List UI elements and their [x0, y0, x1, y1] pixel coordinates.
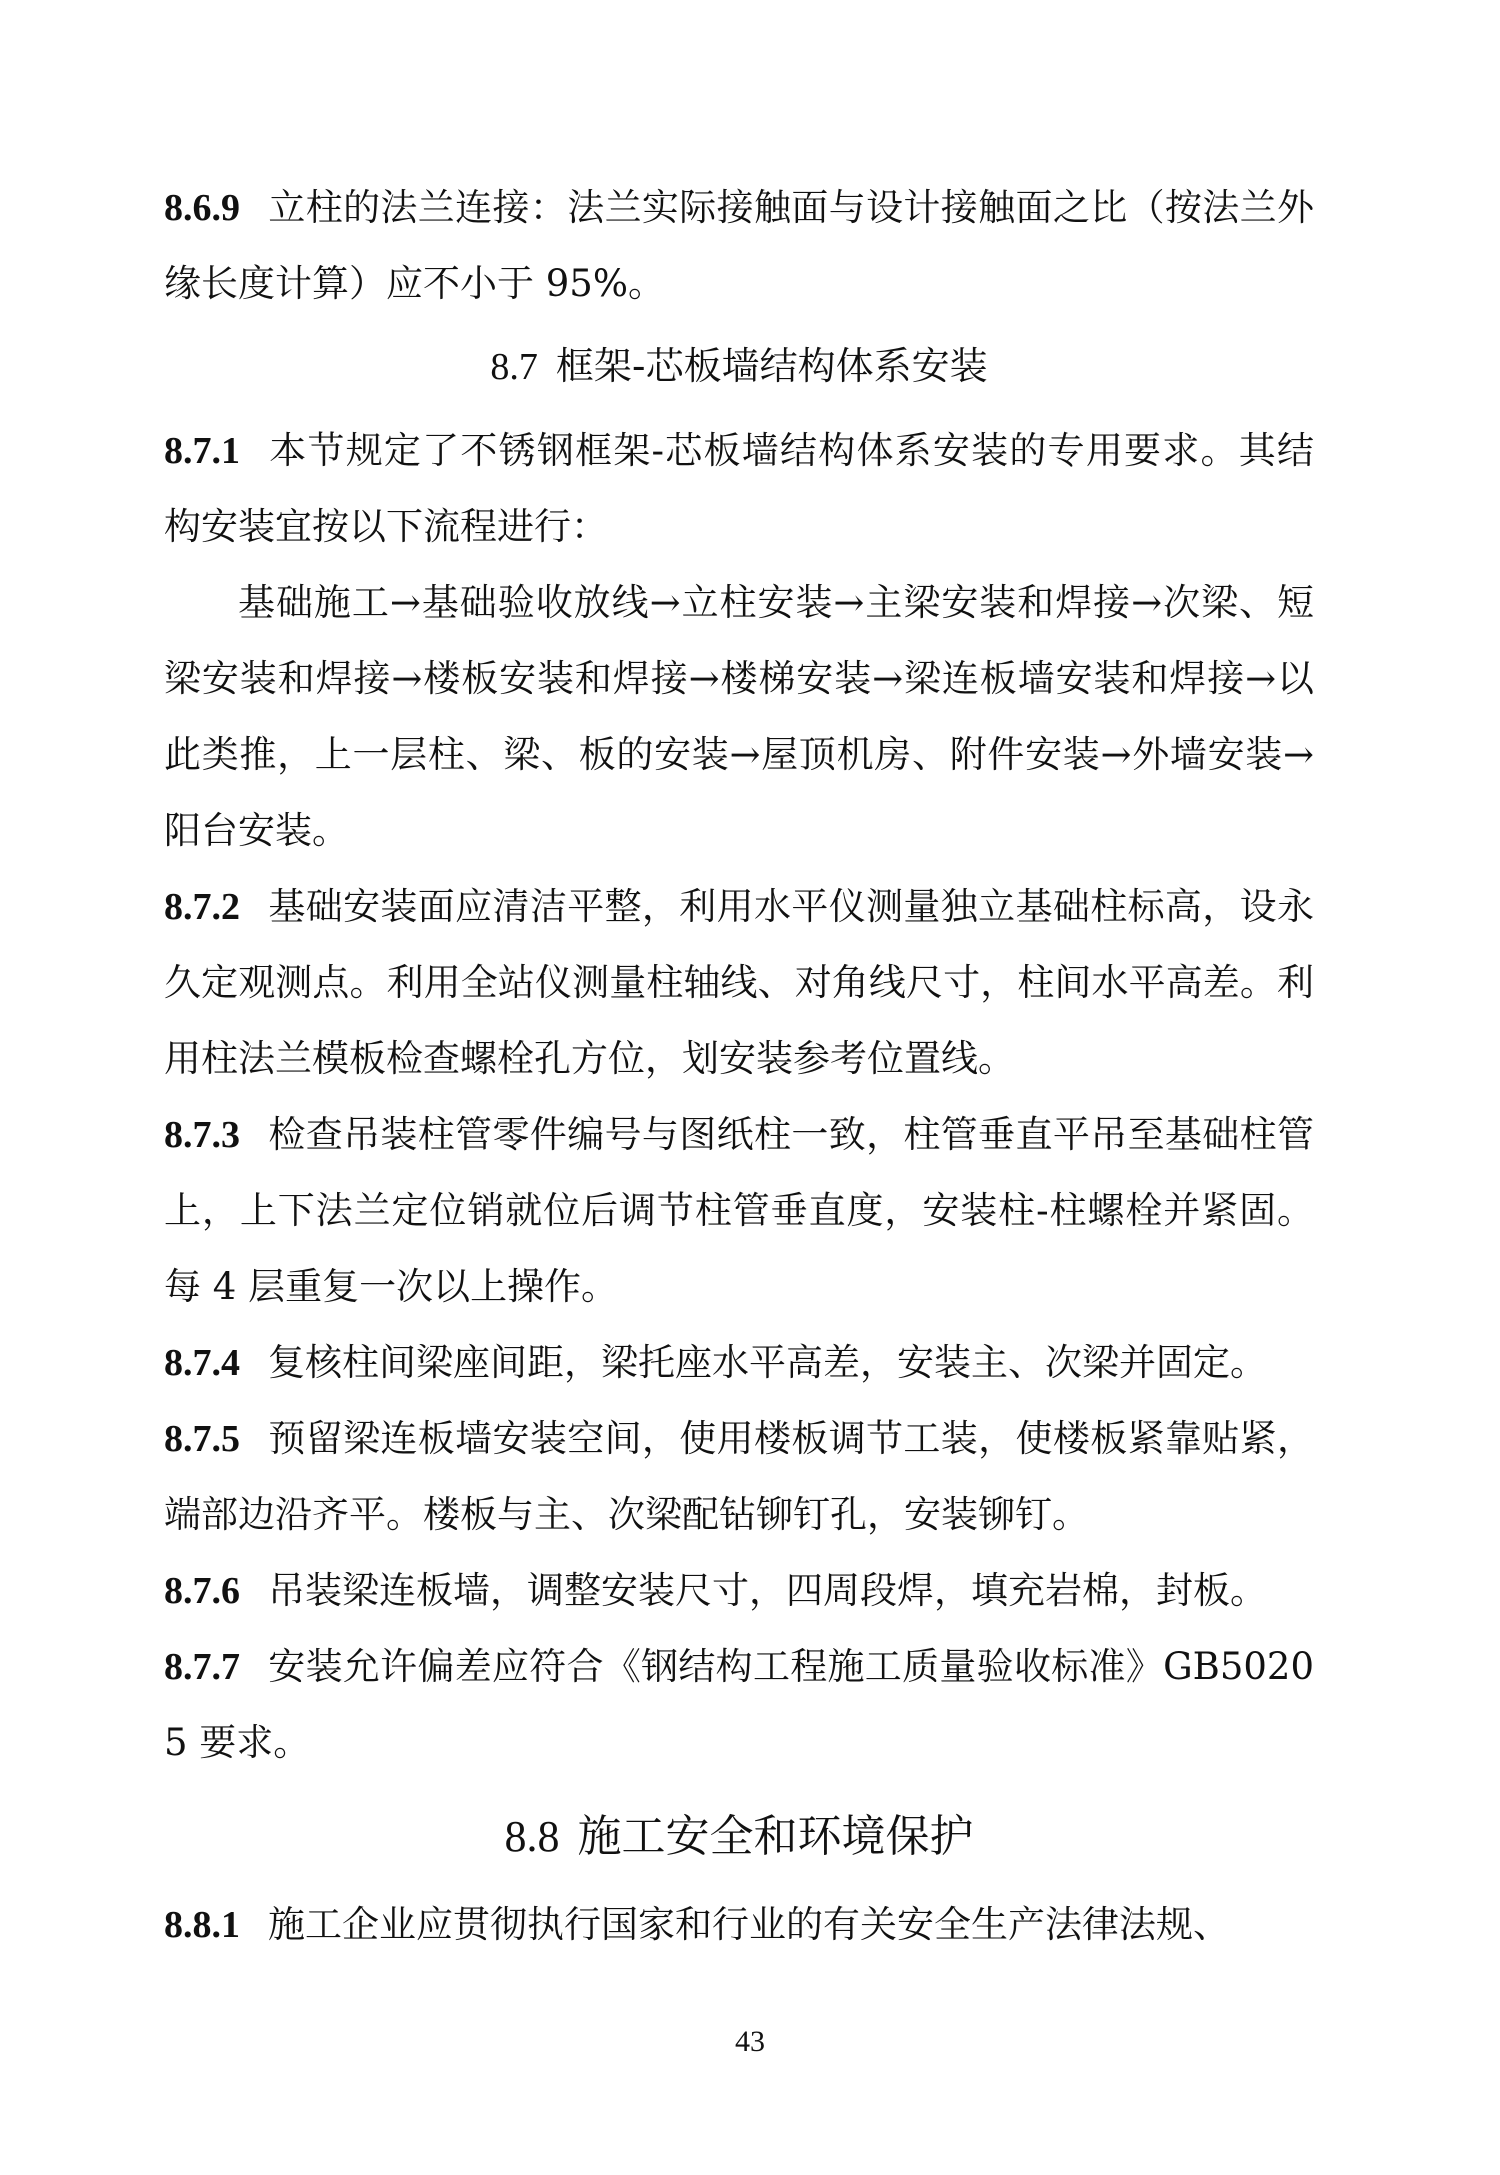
clause-8-7-7 [164, 1629, 1314, 1781]
clause-8-7-6 [164, 1553, 1314, 1629]
page-number: 43 [735, 2025, 765, 2058]
clause-text: 基础安装面应清洁平整，利用水平仪测量独立基础柱标高，设永久定观测点。利用全站仪测量柱轴线、对角线尺寸，柱间水平高差。利用柱法兰模板检查螺栓孔方位，划安装参考位置线。 [164, 885, 1314, 1080]
clause-8-7-1 [164, 413, 1314, 565]
clause-text: 检查吊装柱管零件编号与图纸柱一致，柱管垂直平吊至基础柱管上，上下法兰定位销就位后调节柱管垂直度，安装柱-柱螺栓并紧固。每 4 层重复一次以上操作。 [164, 1113, 1314, 1308]
section-heading-8-8 [164, 1795, 1314, 1879]
installation-flow: 基础施工→基础验收放线→立柱安装→主梁安装和焊接→次梁、短梁安装和焊接→楼板安装和焊接→楼梯安装→梁连板墙安装和焊接→以此类推，上一层柱、梁、板的安装→屋顶机房、附件安装→外墙安装→阳台安装。 [164, 581, 1314, 852]
section-heading-8-7 [164, 330, 1314, 403]
clause-text: 安装允许偏差应符合《钢结构工程施工质量验收标准》GB50205 要求。 [164, 1645, 1314, 1764]
clause-8-7-5 [164, 1401, 1314, 1553]
clause-8-7-4 [164, 1325, 1314, 1401]
clause-text: 预留梁连板墙安装空间，使用楼板调节工装，使楼板紧靠贴紧，端部边沿齐平。楼板与主、次梁配钻铆钉孔，安装铆钉。 [164, 1417, 1314, 1536]
section-title: 框架-芯板墙结构体系安装 [555, 344, 988, 388]
clause-number: 8.7.5 [164, 1418, 240, 1460]
section-number: 8.8 [504, 1812, 560, 1861]
clause-8-6-9 [164, 170, 1314, 322]
clause-text: 复核柱间梁座间距，梁托座水平高差，安装主、次梁并固定。 [268, 1341, 1267, 1384]
clause-number: 8.7.7 [164, 1646, 240, 1688]
clause-number: 8.8.1 [164, 1904, 240, 1946]
clause-number: 8.7.2 [164, 886, 240, 928]
clause-text: 立柱的法兰连接：法兰实际接触面与设计接触面之比（按法兰外缘长度计算）应不小于 95%。 [164, 186, 1314, 305]
clause-number: 8.6.9 [164, 187, 240, 229]
clause-text: 施工企业应贯彻执行国家和行业的有关安全生产法律法规、 [268, 1903, 1230, 1946]
clause-number: 8.7.4 [164, 1342, 240, 1384]
clause-number: 8.7.6 [164, 1570, 240, 1612]
clause-number: 8.7.3 [164, 1114, 240, 1156]
clause-8-7-2 [164, 869, 1314, 1097]
page-body [164, 170, 1314, 1963]
clause-text: 本节规定了不锈钢框架-芯板墙结构体系安装的专用要求。其结构安装宜按以下流程进行： [164, 429, 1314, 548]
clause-text: 吊装梁连板墙，调整安装尺寸，四周段焊，填充岩棉，封板。 [268, 1569, 1267, 1612]
clause-8-7-3 [164, 1097, 1314, 1325]
clause-number: 8.7.1 [164, 430, 240, 472]
section-number: 8.7 [490, 346, 538, 388]
section-title: 施工安全和环境保护 [577, 1811, 974, 1862]
clause-8-8-1 [164, 1887, 1314, 1963]
